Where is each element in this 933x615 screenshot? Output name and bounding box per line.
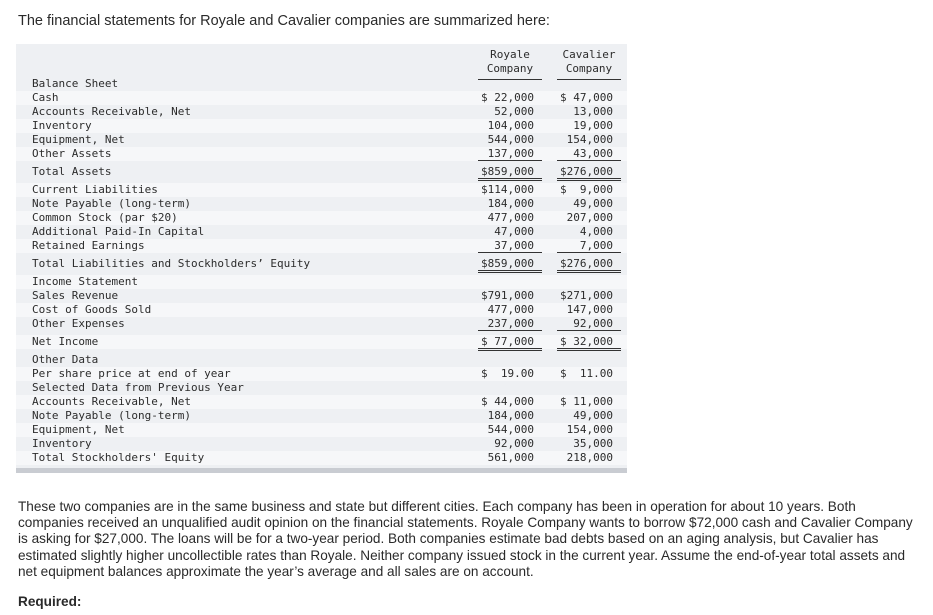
royale-value: 237,000 — [487, 317, 534, 330]
royale-value: 52,000 — [494, 105, 534, 118]
required-heading: Required: — [18, 594, 82, 609]
cavalier-value: 154,000 — [566, 133, 613, 146]
cavalier-value: $ 47,000 — [560, 91, 613, 104]
row-label: Common Stock (par $20) — [32, 211, 178, 224]
cavalier-value: $ 11.00 — [560, 367, 613, 380]
row-label: Cost of Goods Sold — [32, 303, 152, 316]
cavalier-value: 218,000 — [566, 451, 613, 464]
cavalier-value: 4,000 — [579, 225, 613, 238]
total-underline — [478, 178, 542, 179]
row-label: Other Data — [32, 353, 99, 366]
table-bottom-border — [16, 468, 627, 473]
cavalier-value: 207,000 — [566, 211, 613, 224]
cavalier-value: 147,000 — [566, 303, 613, 316]
cavalier-value: $ 11,000 — [560, 395, 613, 408]
row-label: Current Liabilities — [32, 183, 158, 196]
royale-value: 477,000 — [487, 303, 534, 316]
total-underline — [478, 350, 542, 351]
cavalier-value: 19,000 — [573, 119, 613, 132]
total-underline — [478, 272, 542, 273]
royale-value: 477,000 — [487, 211, 534, 224]
row-label: Accounts Receivable, Net — [32, 395, 191, 408]
cavalier-value: 154,000 — [566, 423, 613, 436]
royale-value: 37,000 — [494, 239, 534, 252]
row-label: Sales Revenue — [32, 289, 119, 302]
total-underline — [478, 252, 542, 253]
total-underline — [557, 180, 621, 181]
cavalier-value: 7,000 — [579, 239, 613, 252]
row-label: Accounts Receivable, Net — [32, 105, 191, 118]
cavalier-value: 43,000 — [573, 147, 613, 160]
cavalier-value: 35,000 — [573, 437, 613, 450]
row-label: Note Payable (long-term) — [32, 197, 191, 210]
row-label: Note Payable (long-term) — [32, 409, 191, 422]
row-band — [16, 91, 627, 105]
cavalier-value: $ 9,000 — [560, 183, 613, 196]
row-label: Additional Paid-In Capital — [32, 225, 205, 238]
row-band — [16, 335, 627, 349]
royale-value: $ 44,000 — [481, 395, 534, 408]
royale-value: $859,000 — [481, 165, 534, 178]
total-underline — [478, 270, 542, 271]
total-underline — [557, 270, 621, 271]
cavalier-value: 49,000 — [573, 197, 613, 210]
royale-value: 544,000 — [487, 423, 534, 436]
intro-text: The financial statements for Royale and Cavalier companies are summarized here: — [18, 13, 550, 29]
total-underline — [557, 330, 621, 331]
row-label: Equipment, Net — [32, 133, 125, 146]
royale-value: $791,000 — [481, 289, 534, 302]
row-label: Inventory — [32, 119, 92, 132]
royale-value: $ 22,000 — [481, 91, 534, 104]
row-label: Other Expenses — [32, 317, 125, 330]
narrative-paragraph: These two companies are in the same business and state but different cities. Each company has been in operation for about 10 years. Both companies received an unqualified audit opinion on the financial statements. Royale Company wants to borrow $72,000 cash and Cavalier Company is asking for $27,000. The loans will be for a two-year period. Both companies estimate bad debts based on an aging analysis, but Cavalier has estimated slightly higher uncollectible rates than Royale. Neither company issued stock in the current year. Assume the end-of-year total assets and net equipment balances approximate the year’s average and all sales are on account. — [18, 499, 913, 579]
row-label: Balance Sheet — [32, 77, 119, 90]
royale-value: 561,000 — [487, 451, 534, 464]
cavalier-value: $ 32,000 — [560, 335, 613, 348]
royale-value: $859,000 — [481, 257, 534, 270]
royale-column-header: Royale Company — [486, 48, 534, 75]
total-underline — [557, 350, 621, 351]
row-label: Income Statement — [32, 275, 138, 288]
total-underline — [557, 348, 621, 349]
cavalier-value: $271,000 — [560, 289, 613, 302]
royale-value: $ 19.00 — [481, 367, 534, 380]
royale-value: 104,000 — [487, 119, 534, 132]
row-label: Inventory — [32, 437, 92, 450]
royale-value: 184,000 — [487, 197, 534, 210]
total-underline — [478, 348, 542, 349]
row-band — [16, 119, 627, 133]
total-underline — [557, 178, 621, 179]
total-underline — [478, 180, 542, 181]
total-underline — [478, 330, 542, 331]
royale-value: $114,000 — [481, 183, 534, 196]
row-label: Total Stockholders' Equity — [32, 451, 205, 464]
cavalier-value: $276,000 — [560, 257, 613, 270]
row-label: Selected Data from Previous Year — [32, 381, 244, 394]
row-label: Cash — [32, 91, 59, 104]
row-label: Per share price at end of year — [32, 367, 231, 380]
royale-value: 544,000 — [487, 133, 534, 146]
cavalier-value: 13,000 — [573, 105, 613, 118]
header-underline-cavalier — [557, 79, 621, 80]
row-label: Other Assets — [32, 147, 112, 160]
royale-value: 47,000 — [494, 225, 534, 238]
total-underline — [557, 252, 621, 253]
cavalier-value: 49,000 — [573, 409, 613, 422]
royale-value: 137,000 — [487, 147, 534, 160]
row-label: Total Assets — [32, 165, 112, 178]
row-label: Equipment, Net — [32, 423, 125, 436]
cavalier-value: $276,000 — [560, 165, 613, 178]
cavalier-column-header: Cavalier Company — [562, 48, 616, 75]
cavalier-value: 92,000 — [573, 317, 613, 330]
row-label: Total Liabilities and Stockholders’ Equity — [32, 257, 311, 270]
royale-value: 184,000 — [487, 409, 534, 422]
total-underline — [557, 160, 621, 161]
total-underline — [478, 160, 542, 161]
row-label: Retained Earnings — [32, 239, 145, 252]
row-label: Net Income — [32, 335, 99, 348]
total-underline — [557, 272, 621, 273]
royale-value: $ 77,000 — [481, 335, 534, 348]
royale-value: 92,000 — [494, 437, 534, 450]
header-underline-royale — [478, 79, 542, 80]
